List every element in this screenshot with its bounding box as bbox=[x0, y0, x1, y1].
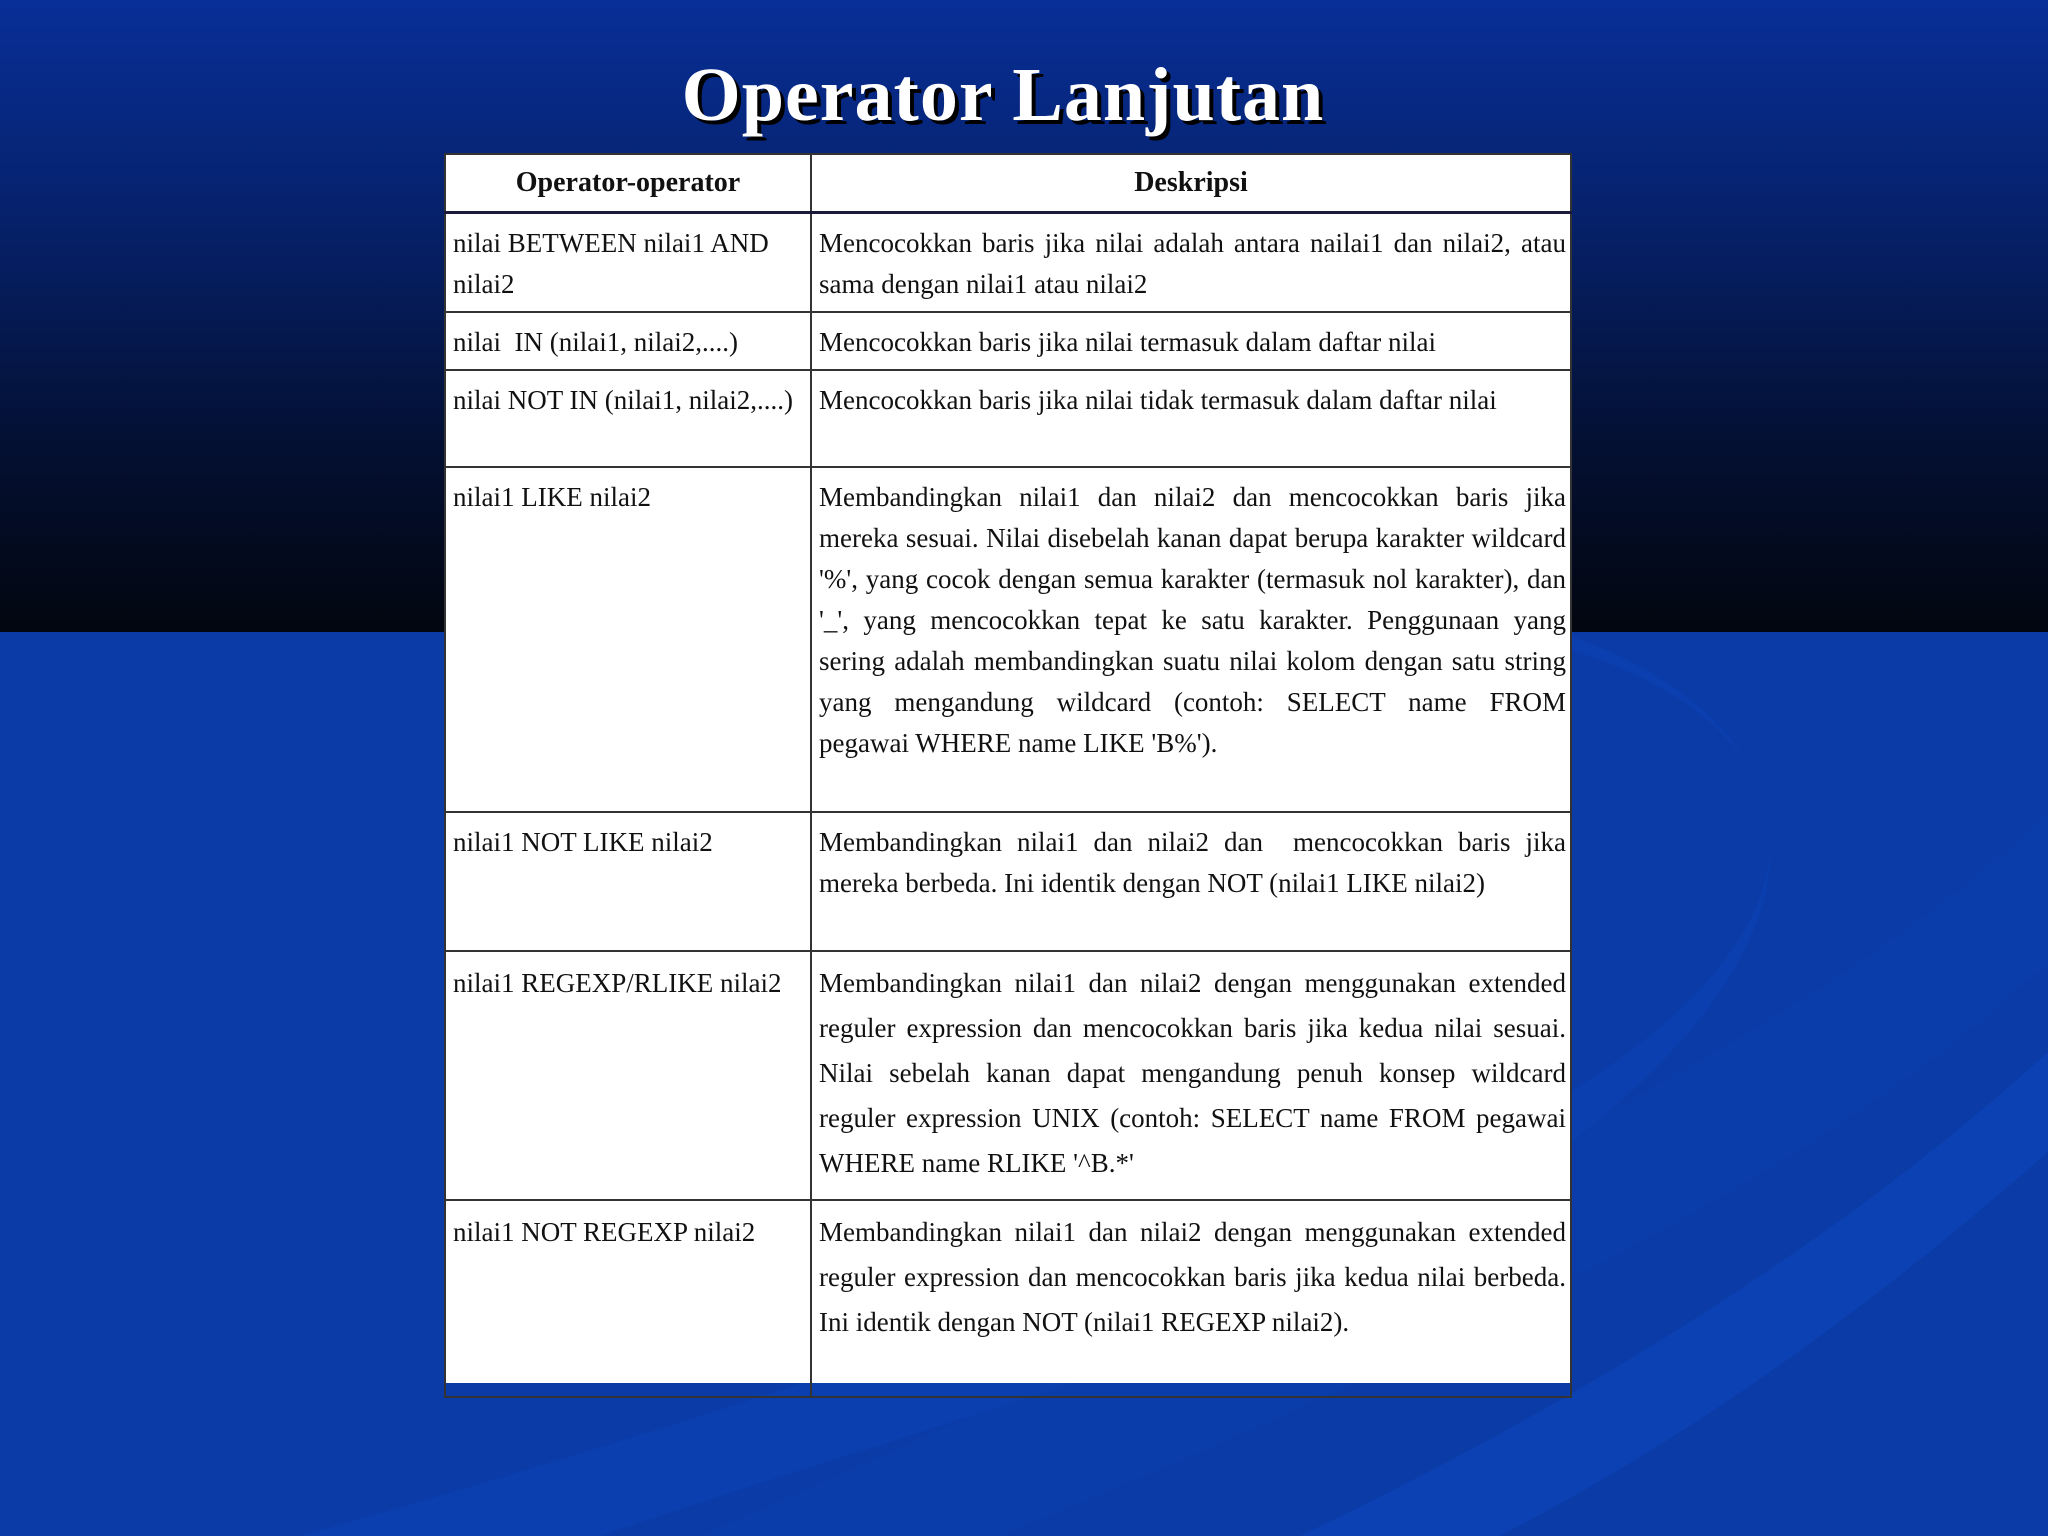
operator-cell: nilai1 NOT REGEXP nilai2 bbox=[445, 1200, 811, 1397]
operator-cell: nilai NOT IN (nilai1, nilai2,....) bbox=[445, 370, 811, 467]
description-cell: Membandingkan nilai1 dan nilai2 dengan menggunakan extended reguler expression dan mencocokkan baris jika kedua nilai berbeda. Ini identik dengan NOT (nilai1 REGEXP nilai2). bbox=[811, 1200, 1571, 1397]
table-row bbox=[445, 951, 1571, 1200]
table-row bbox=[445, 467, 1571, 812]
slide-title: Operator Lanjutan bbox=[681, 53, 1325, 137]
table-header-row bbox=[445, 154, 1571, 213]
header-description: Deskripsi bbox=[811, 154, 1571, 213]
operator-cell: nilai BETWEEN nilai1 AND nilai2 bbox=[445, 213, 811, 313]
operator-cell: nilai1 REGEXP/RLIKE nilai2 bbox=[445, 951, 811, 1200]
description-cell: Mencocokkan baris jika nilai adalah antara nailai1 dan nilai2, atau sama dengan nilai1 atau nilai2 bbox=[811, 213, 1571, 313]
description-cell: Membandingkan nilai1 dan nilai2 dan mencocokkan baris jika mereka sesuai. Nilai disebelah kanan dapat berupa karakter wildcard '%', yang cocok dengan semua karakter (termasuk nol karakter), dan '_', yang mencocokkan tepat ke satu karakter. Penggunaan yang sering adalah membandingkan suatu nilai kolom dengan satu string yang mengandung wildcard (contoh: SELECT name FROM pegawai WHERE name LIKE 'B%'). bbox=[811, 467, 1571, 812]
operator-table-container bbox=[444, 153, 1573, 1383]
description-cell: Membandingkan nilai1 dan nilai2 dan mencocokkan baris jika mereka berbeda. Ini identik dengan NOT (nilai1 LIKE nilai2) bbox=[811, 812, 1571, 951]
description-cell: Membandingkan nilai1 dan nilai2 dengan menggunakan extended reguler expression dan mencocokkan baris jika kedua nilai sesuai. Nilai sebelah kanan dapat mengandung penuh konsep wildcard reguler expression UNIX (contoh: SELECT name FROM pegawai WHERE name RLIKE '^B.*' bbox=[811, 951, 1571, 1200]
operator-table bbox=[444, 153, 1572, 1398]
table-row bbox=[445, 312, 1571, 370]
table-row bbox=[445, 213, 1571, 313]
table-row bbox=[445, 370, 1571, 467]
operator-cell: nilai1 LIKE nilai2 bbox=[445, 467, 811, 812]
description-cell: Mencocokkan baris jika nilai tidak termasuk dalam daftar nilai bbox=[811, 370, 1571, 467]
description-cell: Mencocokkan baris jika nilai termasuk dalam daftar nilai bbox=[811, 312, 1571, 370]
table-row bbox=[445, 812, 1571, 951]
header-operator: Operator-operator bbox=[445, 154, 811, 213]
operator-cell: nilai IN (nilai1, nilai2,....) bbox=[445, 312, 811, 370]
table-row bbox=[445, 1200, 1571, 1397]
operator-cell: nilai1 NOT LIKE nilai2 bbox=[445, 812, 811, 951]
